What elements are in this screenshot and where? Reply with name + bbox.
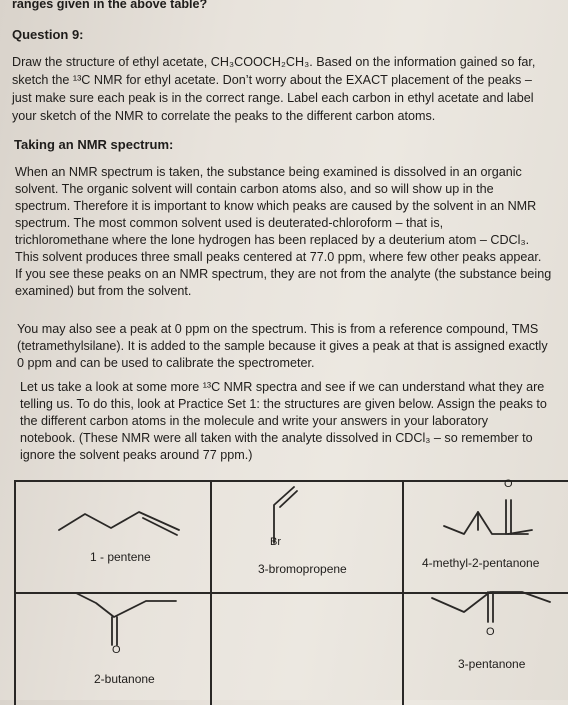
pentene-structure [59,502,199,542]
oxygen-atom-label: O [504,478,513,490]
q9-line: just make sure each peak is in the correct range. Label each carbon in ethyl acetate and label [12,91,534,105]
practice-line: telling us. To do this, look at Practice Set 1: the structures are given below. Assign the peaks to [20,397,547,411]
methylpentanone-structure [444,490,554,550]
nmr-line: If you see these peaks on an NMR spectrum, they are not from the analyte (the substance being [15,267,552,281]
oxygen-atom-label: O [112,644,121,656]
q9-line: Draw the structure of ethyl acetate, CH₃COOCH₂CH₃. Based on the information gained so far, [12,55,536,69]
practice-line: Let us take a look at some more ¹³C NMR spectra and see if we can understand what they are [20,380,545,394]
compound-label: 2-butanone [94,672,155,686]
nmr-line: examined) but from the solvent. [15,284,192,298]
compound-label: 3-bromopropene [258,562,347,576]
q9-line: your sketch of the NMR to correlate the peaks to the different carbon atoms. [12,109,436,123]
compound-label: 3-pentanone [458,657,526,671]
q9-line: sketch the ¹³C NMR for ethyl acetate. Don’t worry about the EXACT placement of the peaks – [12,73,532,87]
butanone-structure [76,593,186,663]
compound-label: 1 - pentene [90,550,151,564]
table-border-top [14,480,568,482]
bromine-atom-label: Br [270,536,281,548]
nmr-line: This solvent produces three small peaks centered at 77.0 ppm, where few other peaks appear. [15,250,542,264]
pentanone-structure [432,578,562,638]
table-col-divider [402,480,404,705]
practice-line: ignore the solvent peaks around 77 ppm.) [20,448,253,462]
top-fragment: ranges given in the above table? [12,0,208,11]
question-heading: Question 9: [12,27,84,42]
practice-line: notebook. (These NMR were all taken with the analyte dissolved in CDCl₃ – so remember to [20,431,533,445]
practice-line: the different carbon atoms in the molecule and write your answers in your laboratory [20,414,489,428]
tms-line: (tetramethylsilane). It is added to the sample because it gives a peak at that is assigned exactly [17,339,548,353]
oxygen-atom-label: O [486,626,495,638]
table-border-left [14,480,16,705]
nmr-heading: Taking an NMR spectrum: [14,137,174,152]
structures-table [14,480,568,705]
tms-line: 0 ppm and can be used to calibrate the spectrometer. [17,356,315,370]
tms-line: You may also see a peak at 0 ppm on the spectrum. This is from a reference compound, TMS [17,322,539,336]
nmr-line: spectrum. Therefore it is important to know which peaks are caused by the solvent in an NMR [15,199,537,213]
nmr-line: When an NMR spectrum is taken, the substance being examined is dissolved in an organic [15,165,522,179]
compound-label: 4-methyl-2-pentanone [422,556,540,570]
nmr-line: trichloromethane where the lone hydrogen has been replaced by a deuterium atom – CDCl₃. [15,233,530,247]
table-col-divider [210,480,212,705]
nmr-line: solvent. The organic solvent will contain carbon atoms also, and so will show up in the [15,182,494,196]
nmr-line: spectrum. The most common solvent used is deuterated-chloroform – that is, [15,216,444,230]
